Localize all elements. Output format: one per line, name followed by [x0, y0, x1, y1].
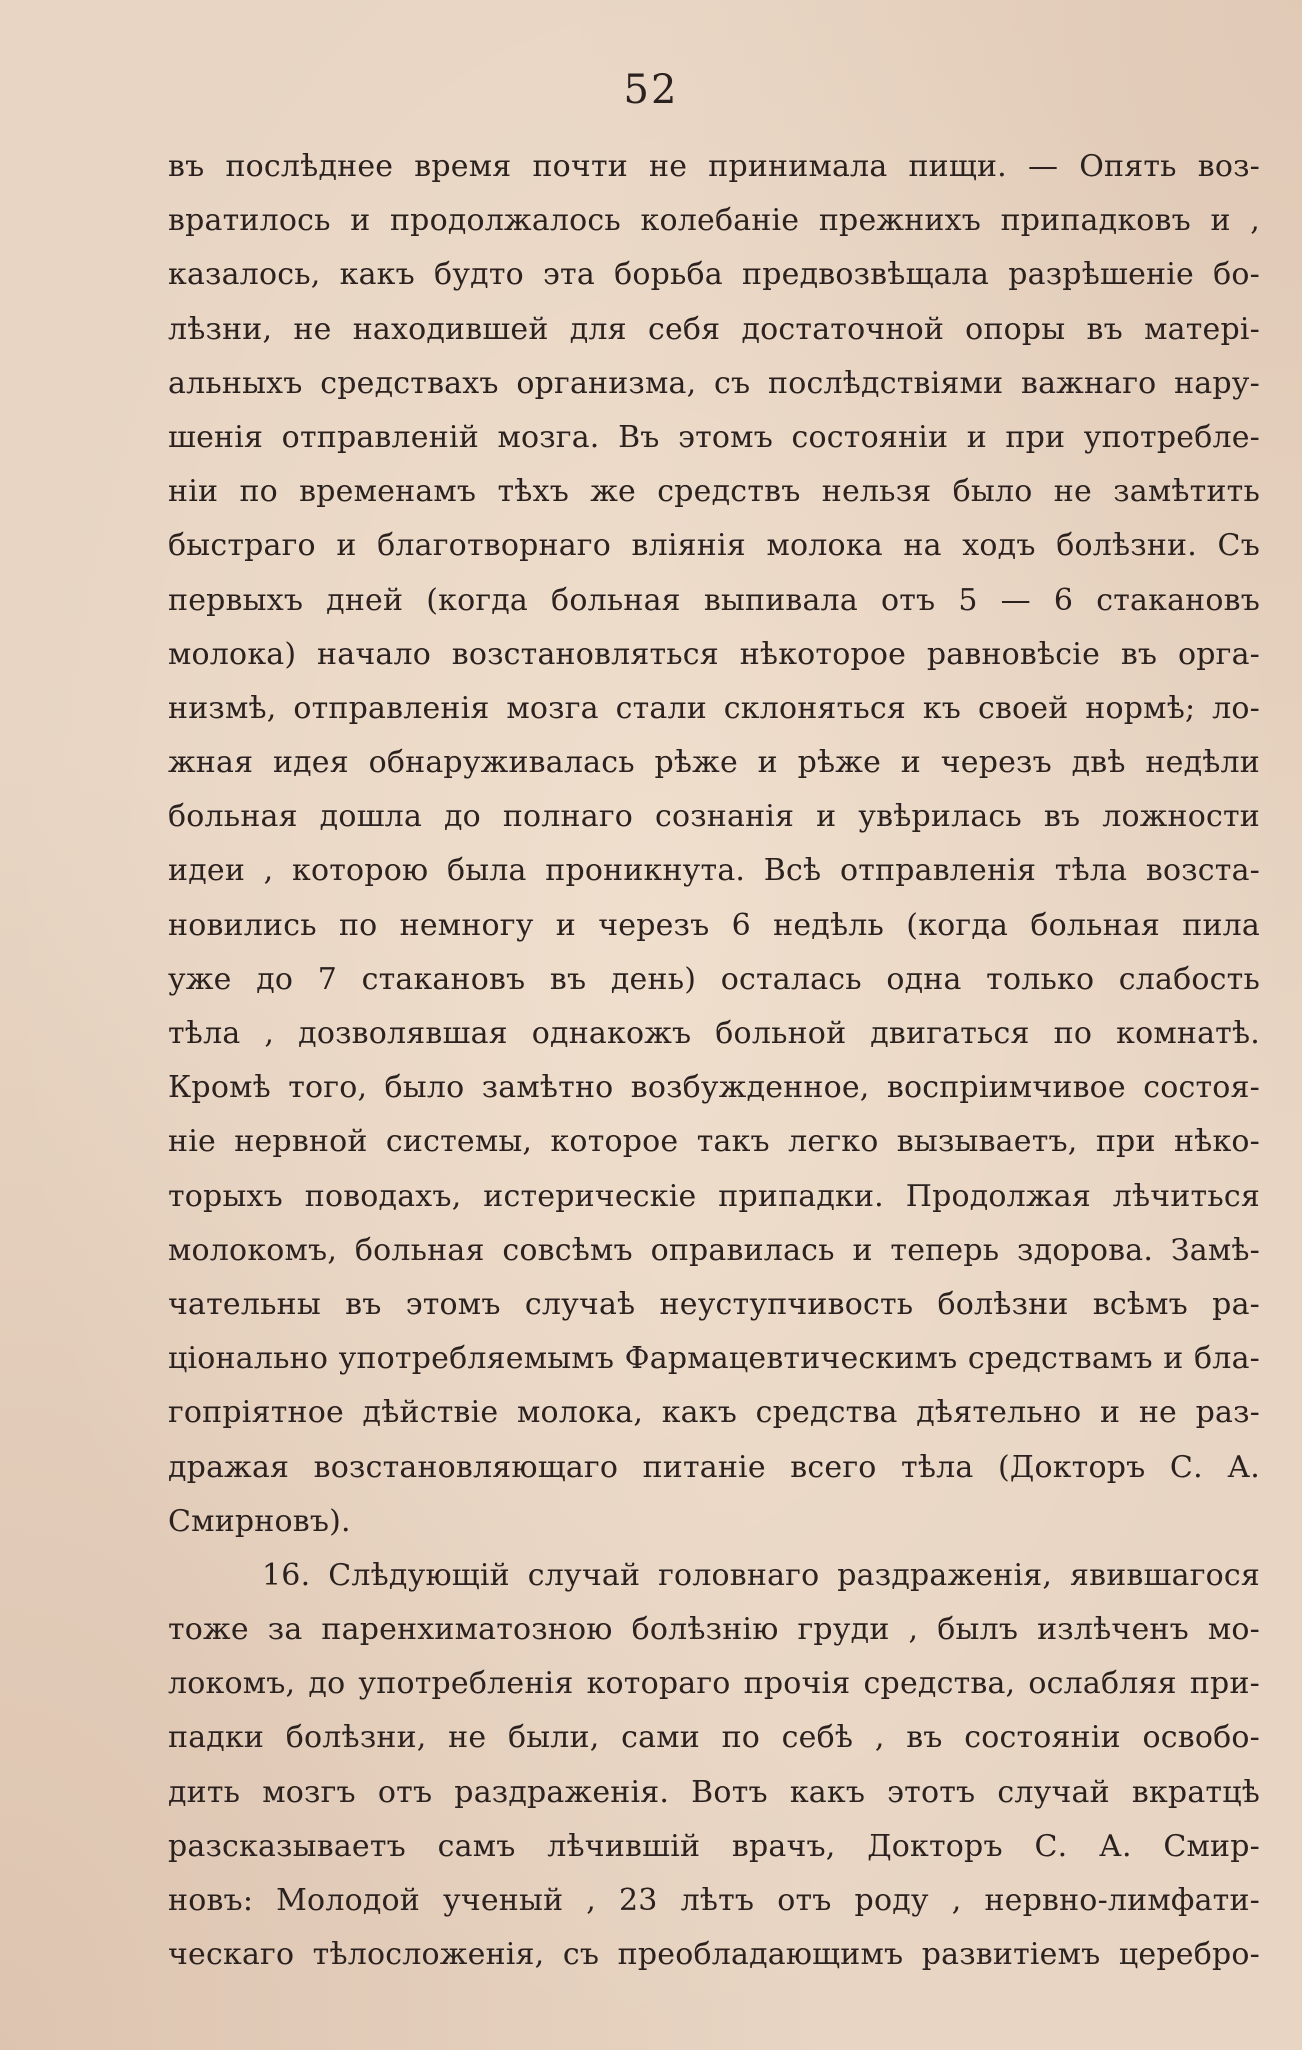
- text-line: торыхъ поводахъ, истерическіе припадки. Продолжая лѣчиться: [168, 1178, 1260, 1214]
- text-line: жная идея обнаруживалась рѣже и рѣже и черезъ двѣ недѣли: [168, 745, 1260, 781]
- text-line: ческаго тѣлосложенія, съ преобладающимъ развитіемъ церебро-: [168, 1937, 1260, 1973]
- body-text: [168, 140, 1260, 1982]
- paragraph-start-line: 16. Слѣдующій случай головнаго раздраженія, явившагося: [262, 1557, 1260, 1593]
- text-line: вратилось и продолжалось колебаніе прежнихъ припадковъ и ,: [168, 203, 1260, 239]
- text-line: идеи , которою была проникнута. Всѣ отправленія тѣла возста-: [168, 853, 1260, 889]
- text-line: Кромѣ того, было замѣтно возбужденное, воспріимчивое состоя-: [168, 1070, 1260, 1106]
- text-line: локомъ, до употребленія котораго прочія средства, ослабляя при-: [168, 1666, 1260, 1702]
- text-line: новились по немногу и черезъ 6 недѣль (когда больная пила: [168, 907, 1260, 943]
- text-line: гопріятное дѣйствіе молока, какъ средства дѣятельно и не раз-: [168, 1395, 1260, 1431]
- text-line: больная дошла до полнаго сознанія и увѣрилась въ ложности: [168, 799, 1260, 835]
- text-line: дражая возстановляющаго питаніе всего тѣла (Докторъ С. А.: [168, 1449, 1260, 1485]
- text-line: тѣла , дозволявшая однакожъ больной двигаться по комнатѣ.: [168, 1016, 1260, 1051]
- text-line: дить мозгъ отъ раздраженія. Вотъ какъ этотъ случай вкратцѣ: [168, 1774, 1260, 1810]
- text-line: падки болѣзни, не были, сами по себѣ , въ состояніи освобо-: [168, 1720, 1260, 1756]
- text-line: казалось, какъ будто эта борьба предвозвѣщала разрѣшеніе бо-: [168, 257, 1260, 293]
- text-line: тоже за паренхиматозною болѣзнію груди , былъ излѣченъ мо-: [168, 1612, 1260, 1648]
- text-line: новъ: Молодой ученый , 23 лѣтъ отъ роду , нервно-лимфати-: [168, 1883, 1260, 1918]
- text-line: шенія отправленій мозга. Въ этомъ состояніи и при употребле-: [168, 419, 1260, 455]
- text-line: молокомъ, больная совсѣмъ оправилась и теперь здорова. Замѣ-: [168, 1232, 1260, 1268]
- text-line: ціонально употребляемымъ Фармацевтическимъ средствамъ и бла-: [168, 1341, 1260, 1377]
- text-line: первыхъ дней (когда больная выпивала отъ 5 — 6 стакановъ: [168, 582, 1260, 618]
- text-line: уже до 7 стакановъ въ день) осталась одна только слабость: [168, 961, 1260, 997]
- text-line: низмѣ, отправленія мозга стали склоняться къ своей нормѣ; ло-: [168, 690, 1260, 726]
- text-line: лѣзни, не находившей для себя достаточной опоры въ матері-: [168, 311, 1260, 347]
- text-line: чательны въ этомъ случаѣ неуступчивость болѣзни всѣмъ ра-: [168, 1286, 1260, 1322]
- text-line: ніи по временамъ тѣхъ же средствъ нельзя было не замѣтить: [168, 474, 1260, 510]
- text-line: альныхъ средствахъ организма, съ послѣдствіями важнаго нару-: [168, 365, 1260, 401]
- text-line: Смирновъ).: [168, 1503, 351, 1539]
- text-line: быстраго и благотворнаго вліянія молока на ходъ болѣзни. Съ: [168, 528, 1260, 564]
- text-line: ніе нервной системы, которое такъ легко вызываетъ, при нѣко-: [168, 1124, 1260, 1160]
- text-line: молока) начало возстановляться нѣкоторое равновѣсіе въ орга-: [168, 636, 1260, 672]
- page-number: 52: [623, 67, 679, 113]
- text-line: разсказываетъ самъ лѣчившій врачъ, Докторъ С. А. Смир-: [168, 1828, 1260, 1864]
- text-line: въ послѣднее время почти не принимала пищи. — Опять воз-: [168, 149, 1260, 184]
